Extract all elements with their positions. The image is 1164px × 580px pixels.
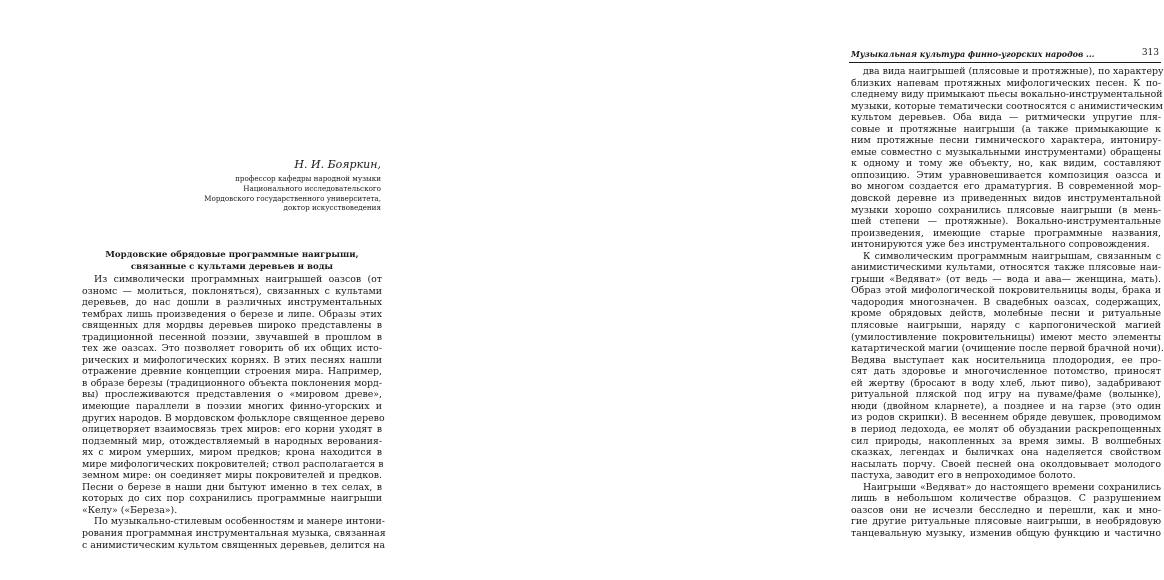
article-title-line: Мордовские обрядовые программные наигрыши, xyxy=(105,250,359,260)
text-line: шей степени — протяжные). Вокально-инструментальные xyxy=(851,216,1161,228)
text-line: чадородия многозначен. В свадебных оазсах, содержащих, xyxy=(851,296,1161,308)
article-title xyxy=(82,250,382,273)
text-line: катартической магии (очищение после первой брачной ночи). xyxy=(851,343,1164,355)
text-line: совые и протяжные наигрыши (а также примыкающие к xyxy=(851,123,1161,135)
paragraph xyxy=(82,274,385,516)
text-line: грыши «Ведяват» (от ведь — вода и ава— женщина, мать). xyxy=(851,273,1161,285)
text-line: ей жертву (бросают в воду хлеб, льют пиво), задабривают xyxy=(851,377,1161,389)
text-line: (умилостивление покровительницы) имеют место элементы xyxy=(851,331,1161,343)
text-line: «Келу» («Береза»). xyxy=(82,504,178,516)
text-line: священных для мордвы деревьев широко представлены в xyxy=(82,320,382,332)
text-line: гие другие ритуальные плясовые наигрыши, в необрядовую xyxy=(851,516,1161,528)
right-body-text xyxy=(851,66,1164,539)
text-line: Из символически программных наигрышей оазсов (от xyxy=(94,274,382,285)
text-line: во многом создается его драматургия. В современной мор- xyxy=(851,181,1161,193)
text-line: анимистическими культами, относятся также плясовые наи- xyxy=(851,262,1161,274)
text-line: Образ этой мифологической покровительницы воды, брака и xyxy=(851,285,1161,297)
text-line: оппозицию. Этим уравновешивается композиция оазсса и xyxy=(851,169,1161,181)
text-line: оазсов они не исчезли бесследно и перешли, как и мно- xyxy=(851,504,1161,516)
text-line: имеющие параллели в поэзии многих финно-угорских и xyxy=(82,401,382,413)
text-line: которых до сих пор сохранились программные наигрыши xyxy=(82,493,382,505)
text-line: емые совместно с музыкальными инструментами) обращены xyxy=(851,146,1161,158)
text-line: два вида наигрышей (плясовые и протяжные), по характеру xyxy=(863,66,1164,77)
text-line: мире мифологических покровителей; ствол располагается в xyxy=(82,458,384,470)
text-line: интонируются уже без инструментального сопровождения. xyxy=(851,239,1150,251)
text-line: близких напевам протяжных мифологических песен. К по- xyxy=(851,77,1161,89)
text-line: довской деревне из приведенных видов инструментальной xyxy=(851,193,1161,205)
text-line: озномс — молиться, поклоняться), связанных с культами xyxy=(82,285,382,297)
text-line: к одному и тому же объекту, но, как видим, составляют xyxy=(851,158,1161,170)
text-line: рования программная инструментальная музыка, связанная xyxy=(82,528,386,540)
text-line: с анимистическим культом священных деревьев, делится на xyxy=(82,539,386,551)
author-credential-line: профессор кафедры народной музыки xyxy=(235,174,381,183)
text-line: Наигрыши «Ведяват» до настоящего времени сохранились xyxy=(863,481,1161,493)
text-line: сказках, легендах и быличках она наделяется свойством xyxy=(851,447,1161,459)
text-line: ритуальной пляской под игру на пуваме/фаме (волынке), xyxy=(851,389,1161,401)
text-line: подземный мир, отождествляемый в народных верования- xyxy=(82,435,382,447)
text-line: других народов. В мордовском фольклоре священное дерево xyxy=(82,412,385,424)
text-line: тембрах лишь произведения о березе и липе. Образы этих xyxy=(82,308,382,320)
text-line: тех же оазсах. Это позволяет говорить об их общих исто- xyxy=(82,343,382,355)
left-page xyxy=(0,0,410,580)
text-line: земном мире: он соединяет миры покровителей и предков. xyxy=(82,470,382,482)
text-line: пастуха, заводит его в непроходимое болото. xyxy=(851,470,1076,482)
text-line: По музыкально-стилевым особенностям и манере интони- xyxy=(94,516,385,528)
text-line: деревьев, до нас дошли в различных инструментальных xyxy=(82,297,382,309)
text-line: олицетворяет взаимосвязь трех миров: его корни уходят в xyxy=(82,424,382,436)
text-line: культом деревьев. Оба вида — ритмически упругие пля- xyxy=(851,112,1161,124)
text-line: следнему виду примыкают пьесы вокально-инструментальной xyxy=(851,89,1163,101)
text-line: ях с миром умерших, миром предков; крона находится в xyxy=(82,447,382,459)
text-line: музыки, которые тематически соотносятся с анимистическим xyxy=(851,100,1163,112)
text-line: ним протяжные песни гимнического характера, интониру- xyxy=(851,135,1161,147)
text-line: вы) прослеживаются представления о «мировом древе», xyxy=(82,389,382,401)
text-line: из родов скрипки). В весеннем обряде девушек, проводимом xyxy=(851,412,1161,424)
text-line: сил природы, накопленных за время зимы. В волшебных xyxy=(851,435,1161,447)
author-block xyxy=(186,158,381,213)
text-line: К символическим программным наигрышам, связанным с xyxy=(863,250,1161,262)
text-line: Ведява выступает как носительница плодородия, ее про- xyxy=(851,354,1161,366)
article-title-line: связанные с культами деревьев и воды xyxy=(130,261,334,272)
right-page xyxy=(410,0,1164,580)
text-line: музыки хорошо сохранились плясовые наигрыши (в мень- xyxy=(851,204,1161,216)
text-line: сят дать здоровье и многочисленное потомство, приносят xyxy=(851,366,1161,378)
running-header-title: Музыкальная культура финно-угорских народов ... xyxy=(851,49,1095,59)
author-credential-line: доктор искусствоведения xyxy=(283,203,381,213)
author-name: Н. И. Бояркин, xyxy=(294,158,381,171)
page-number: 313 xyxy=(1141,48,1159,58)
text-line: плясовые наигрыши, наряду с карпогонической магией xyxy=(851,320,1161,332)
text-line: в образе березы (традиционного объекта поклонения морд- xyxy=(82,377,382,389)
text-line: отражение древние концепции строения мира. Например, xyxy=(82,366,382,378)
author-credential-line: Национального исследовательского xyxy=(243,183,381,193)
author-credential-line: Мордовского государственного университета, xyxy=(204,193,381,203)
author-credentials xyxy=(186,174,381,213)
left-body-text xyxy=(82,274,386,551)
text-line: произведения, имеющие старые программные названия, xyxy=(851,227,1161,239)
text-line: традиционной песенной поэзии, звучавшей в прошлом в xyxy=(82,331,382,343)
text-line: насылать порчу. Своей песней она околдовывает молодого xyxy=(851,458,1161,470)
paragraph xyxy=(851,482,1161,540)
paragraph xyxy=(851,66,1164,251)
text-line: рических и мифологических корнях. В этих песнях нашли xyxy=(82,354,382,366)
text-line: Песни о березе в наши дни бытуют именно в тех селах, в xyxy=(82,481,382,493)
text-line: танцевальную музыку, изменив общую функцию и частично xyxy=(851,527,1161,539)
text-line: лишь в небольшом количестве образцов. С разрушением xyxy=(851,493,1161,505)
text-line: нюди (двойном кларнете), а позднее и на гарзе (это один xyxy=(851,400,1161,412)
paragraph xyxy=(82,516,386,551)
text-line: кроме обрядовых действ, молебные песни и ритуальные xyxy=(851,308,1161,320)
paragraph xyxy=(851,250,1164,482)
text-line: в период ледохода, ее молят об обуздании раскрепощенных xyxy=(851,423,1161,435)
running-header xyxy=(849,47,1161,63)
